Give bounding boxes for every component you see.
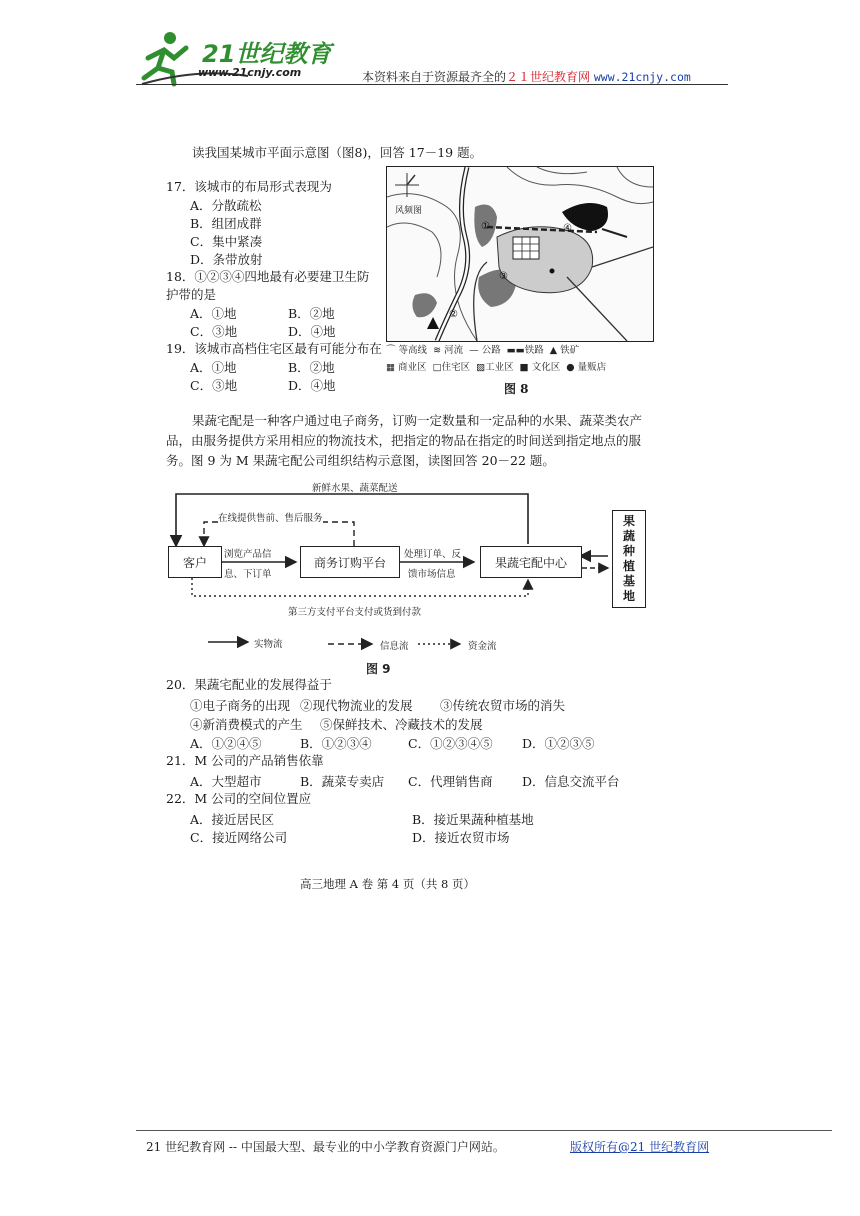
q20-option-a: A．①②④⑤ <box>190 736 262 751</box>
q22-option-a: A．接近居民区 <box>190 812 275 827</box>
iron-mine-icon <box>427 317 439 329</box>
figure-8-caption: 图 8 <box>504 382 529 396</box>
browse-label-1: 浏览产品信 <box>224 549 272 560</box>
payment-label: 第三方支付平台支付或货到付款 <box>288 607 422 618</box>
q19-option-d: D．④地 <box>288 378 336 393</box>
mall-icon: ● <box>566 362 575 373</box>
payment-flow-arrow <box>192 578 528 596</box>
question-18-line1: 18．①②③④四地最有必要建卫生防 <box>166 269 370 284</box>
q18-option-c: C．③地 <box>190 324 238 339</box>
flow-intro-line3: 务。图 9 为 M 果蔬宅配公司组织结构示意图，读图回答 20－22 题。 <box>166 453 555 468</box>
q17-option-b: B．组团成群 <box>190 216 262 231</box>
legend-money: 资金流 <box>468 641 497 652</box>
base-char: 基 <box>622 574 635 588</box>
delivery-label: 新鲜水果、蔬菜配送 <box>312 483 398 494</box>
contour-line <box>387 223 441 277</box>
q22-option-d: D．接近农贸市场 <box>412 830 510 845</box>
marker-3: ③ <box>499 271 508 282</box>
base-char: 植 <box>622 559 635 573</box>
river-icon: ≋ <box>433 345 442 356</box>
base-char: 种 <box>622 544 635 558</box>
legend-road: 公路 <box>481 345 501 356</box>
contour-icon: ⌒ <box>386 345 396 356</box>
mine-icon: ▲ <box>549 345 558 356</box>
process-label-1: 处理订单、反 <box>404 549 462 560</box>
header-site-link[interactable]: ２１世纪教育网 <box>506 70 591 84</box>
railway-icon: ▬▬ <box>506 345 525 356</box>
page-number: 高三地理 A 卷 第 4 页（共 8 页） <box>300 877 476 891</box>
q20-item-3: ③传统农贸市场的消失 <box>440 698 566 713</box>
q21-option-d: D．信息交流平台 <box>522 774 620 789</box>
q17-option-d: D．条带放射 <box>190 252 263 267</box>
q20-item-1: ①电子商务的出现 <box>190 698 291 713</box>
wind-rose-icon <box>395 173 419 197</box>
q19-option-a: A．①地 <box>190 360 237 375</box>
road <box>567 277 627 341</box>
wind-rose-label: 风频图 <box>395 206 423 216</box>
q21-option-a: A．大型超市 <box>190 774 262 789</box>
center-box: 果蔬宅配中心 <box>480 546 582 578</box>
legend-cultural: 文化区 <box>531 362 561 373</box>
contour-line <box>617 167 653 187</box>
logo-text: 21世纪教育 <box>202 40 332 68</box>
q19-option-c: C．③地 <box>190 378 238 393</box>
service-info-arrow <box>204 522 354 546</box>
q20-item-2: ②现代物流业的发展 <box>300 698 413 713</box>
legend-railway: 铁路 <box>524 345 544 356</box>
road <box>592 247 653 267</box>
marker-2: ② <box>449 309 458 320</box>
commercial-icon: ▦ <box>386 362 395 373</box>
header-divider <box>136 84 728 85</box>
question-21: 21．M 公司的产品销售依靠 <box>166 753 324 768</box>
q18-option-a: A．①地 <box>190 306 237 321</box>
online-service-label: 在线提供售前、售后服务 <box>218 510 323 524</box>
header-note-prefix: 本资料来自于资源最齐全的 <box>362 70 507 84</box>
legend-residential: 住宅区 <box>441 362 471 373</box>
marker-4: ④ <box>563 223 572 234</box>
logo-url: www.21cnjy.com <box>198 66 302 79</box>
footer-divider <box>136 1130 832 1131</box>
legend-mall: 量贩店 <box>577 362 607 373</box>
legend-row-1: ⌒ 等高线 ≋ 河流 — 公路 ▬▬铁路 ▲ 铁矿 <box>386 345 580 356</box>
map-legend <box>386 342 666 376</box>
commercial-zone <box>513 237 539 259</box>
question-22: 22．M 公司的空间位置应 <box>166 791 312 806</box>
legend-info: 信息流 <box>380 641 409 652</box>
q21-option-b: B．蔬菜专卖店 <box>300 774 385 789</box>
city-map-figure <box>386 166 654 342</box>
legend-commercial: 商业区 <box>398 362 427 373</box>
browse-label-2: 息、下订单 <box>224 569 272 580</box>
legend-industrial: 工业区 <box>485 362 514 373</box>
industrial-icon: ▨ <box>476 362 486 373</box>
railway <box>602 229 627 237</box>
q20-item-4: ④新消费模式的产生 <box>190 717 303 732</box>
base-char: 地 <box>622 589 635 603</box>
contour-line <box>537 167 587 174</box>
legend-mine: 铁矿 <box>560 345 580 356</box>
header-url-link[interactable]: www.21cnjy.com <box>593 70 691 84</box>
question-17: 17．该城市的布局形式表现为 <box>166 179 332 194</box>
q22-option-c: C．接近网络公司 <box>190 830 288 845</box>
q20-option-c: C．①②③④⑤ <box>408 736 493 751</box>
legend-row-2 <box>386 359 666 376</box>
customer-box: 客户 <box>168 546 222 578</box>
flow-intro-line1: 果蔬宅配是一种客户通过电子商务，订购一定数量和一定品种的水果、蔬菜类农产 <box>192 413 643 428</box>
question-20: 20．果蔬宅配业的发展得益于 <box>166 677 332 692</box>
q20-option-b: B．①②③④ <box>300 736 372 751</box>
flow-diagram <box>168 476 658 676</box>
cultural-icon: ■ <box>519 362 529 373</box>
q21-option-c: C．代理销售商 <box>408 774 493 789</box>
figure-9-caption: 图 9 <box>366 662 391 676</box>
platform-box: 商务订购平台 <box>300 546 400 578</box>
flow-intro-line2: 品，由服务提供方采用相应的物流技术，把指定的物品在指定的时间送到指定地点的服 <box>166 433 642 448</box>
base-char: 果 <box>622 514 635 528</box>
base-char: 蔬 <box>622 529 635 543</box>
residential-zone <box>497 227 593 293</box>
mall-dot <box>550 269 555 274</box>
q20-item-5: ⑤保鲜技术、冷藏技术的发展 <box>320 717 483 732</box>
map-intro: 读我国某城市平面示意图（图8)，回答 17－19 题。 <box>192 145 483 160</box>
city-map-svg <box>387 167 653 341</box>
process-label-2: 馈市场信息 <box>408 569 456 580</box>
q17-option-a: A．分散疏松 <box>190 198 262 213</box>
header-note <box>362 68 691 85</box>
residential-icon: □ <box>432 362 442 373</box>
base-box <box>612 510 646 608</box>
marker-1: ① <box>481 221 490 232</box>
q20-option-d: D．①②③⑤ <box>522 736 595 751</box>
industrial-zone <box>412 293 437 317</box>
legend-contour: 等高线 <box>398 345 428 356</box>
q18-option-b: B．②地 <box>288 306 335 321</box>
legend-river: 河流 <box>444 345 464 356</box>
question-19: 19．该城市高档住宅区最有可能分布在 <box>166 341 382 356</box>
legend-physical: 实物流 <box>254 639 283 650</box>
q17-option-c: C．集中紧凑 <box>190 234 263 249</box>
q22-option-b: B．接近果蔬种植基地 <box>412 812 534 827</box>
q19-option-b: B．②地 <box>288 360 335 375</box>
q18-option-d: D．④地 <box>288 324 336 339</box>
site-logo[interactable] <box>138 28 338 88</box>
copyright-link[interactable]: 版权所有@21 世纪教育网 <box>570 1140 710 1154</box>
footer-text: 21 世纪教育网 -- 中国最大型、最专业的中小学教育资源门户网站。 <box>146 1140 505 1154</box>
question-18-line2: 护带的是 <box>166 287 217 302</box>
